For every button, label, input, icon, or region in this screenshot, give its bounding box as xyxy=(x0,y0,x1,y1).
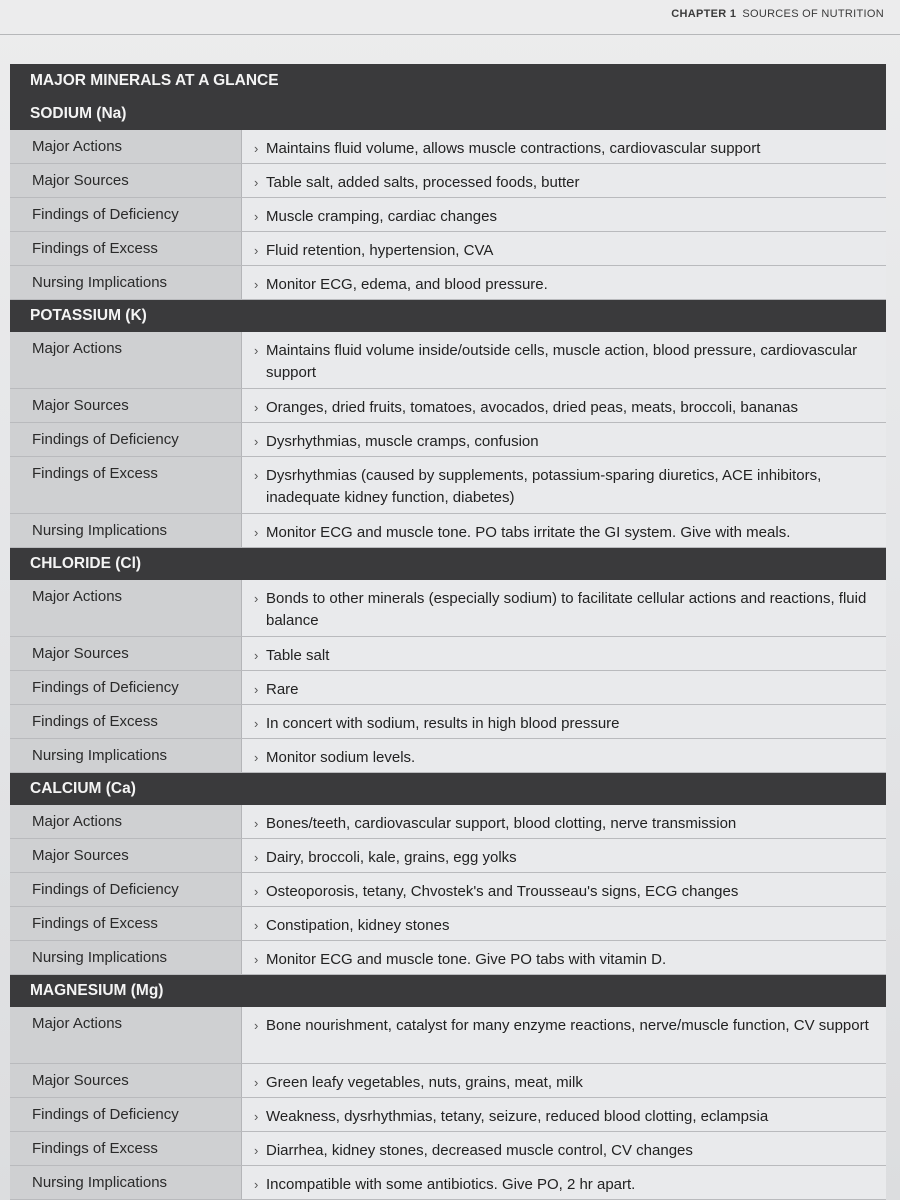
row-value-text: Bone nourishment, catalyst for many enzyme reactions, nerve/muscle function, CV support xyxy=(266,1017,869,1034)
bullet-icon: › xyxy=(254,591,259,606)
row-label: Nursing Implications xyxy=(10,514,242,547)
bullet-icon: › xyxy=(254,141,259,156)
table-row xyxy=(10,839,886,873)
bullet-icon: › xyxy=(254,750,259,765)
row-value-text: Dysrhythmias, muscle cramps, confusion xyxy=(266,433,539,450)
bullet-icon: › xyxy=(254,1018,259,1033)
bullet-icon: › xyxy=(254,277,259,292)
row-value-text: Dysrhythmias (caused by supplements, potassium-sparing diuretics, ACE inhibitors, inadequate kidney function, diabetes) xyxy=(266,467,822,506)
bullet-icon: › xyxy=(254,1177,259,1192)
table-row xyxy=(10,671,886,705)
row-value-text: Table salt, added salts, processed foods, butter xyxy=(266,174,580,191)
row-value xyxy=(242,941,886,974)
table-row xyxy=(10,332,886,389)
bullet-icon: › xyxy=(254,648,259,663)
section-header-magnesium: MAGNESIUM (Mg) xyxy=(10,975,886,1007)
row-label: Major Actions xyxy=(10,805,242,838)
table-row xyxy=(10,637,886,671)
row-value xyxy=(242,266,886,299)
row-label: Findings of Deficiency xyxy=(10,671,242,704)
table-row xyxy=(10,873,886,907)
row-value-text: Incompatible with some antibiotics. Give PO, 2 hr apart. xyxy=(266,1176,636,1193)
row-value-text: Green leafy vegetables, nuts, grains, meat, milk xyxy=(266,1074,583,1091)
row-value-text: Muscle cramping, cardiac changes xyxy=(266,208,497,225)
bullet-icon: › xyxy=(254,243,259,258)
bullet-icon: › xyxy=(254,1143,259,1158)
table-row xyxy=(10,232,886,266)
row-value xyxy=(242,839,886,872)
row-label: Nursing Implications xyxy=(10,1166,242,1199)
bullet-icon: › xyxy=(254,816,259,831)
row-value-text: Monitor ECG, edema, and blood pressure. xyxy=(266,276,548,293)
row-value xyxy=(242,232,886,265)
section-header-potassium: POTASSIUM (K) xyxy=(10,300,886,332)
row-value-text: Osteoporosis, tetany, Chvostek's and Trousseau's signs, ECG changes xyxy=(266,883,739,900)
bullet-icon: › xyxy=(254,952,259,967)
row-value xyxy=(242,907,886,940)
row-value-text: Diarrhea, kidney stones, decreased muscle control, CV changes xyxy=(266,1142,693,1159)
table-row xyxy=(10,805,886,839)
row-label: Findings of Deficiency xyxy=(10,873,242,906)
row-value-text: Oranges, dried fruits, tomatoes, avocados, dried peas, meats, broccoli, bananas xyxy=(266,399,798,416)
table-row xyxy=(10,1166,886,1200)
table-row xyxy=(10,266,886,300)
table-row xyxy=(10,739,886,773)
row-value xyxy=(242,423,886,456)
running-head xyxy=(671,8,884,20)
bullet-icon: › xyxy=(254,716,259,731)
bullet-icon: › xyxy=(254,468,259,483)
row-value xyxy=(242,671,886,704)
bullet-icon: › xyxy=(254,434,259,449)
bullet-icon: › xyxy=(254,1109,259,1124)
bullet-icon: › xyxy=(254,682,259,697)
row-value-text: Bonds to other minerals (especially sodium) to facilitate cellular actions and reactions, fluid balance xyxy=(266,590,867,629)
row-label: Findings of Excess xyxy=(10,232,242,265)
bullet-icon: › xyxy=(254,209,259,224)
row-value xyxy=(242,1132,886,1165)
table-row xyxy=(10,457,886,514)
chapter-title: SOURCES OF NUTRITION xyxy=(742,8,884,20)
row-value xyxy=(242,514,886,547)
row-value-text: Table salt xyxy=(266,647,330,664)
table-row xyxy=(10,1007,886,1064)
row-label: Major Sources xyxy=(10,389,242,422)
table-row xyxy=(10,514,886,548)
row-value xyxy=(242,332,886,388)
row-label: Nursing Implications xyxy=(10,941,242,974)
minerals-table xyxy=(10,64,886,1200)
row-value-text: Dairy, broccoli, kale, grains, egg yolks xyxy=(266,849,517,866)
row-label: Major Sources xyxy=(10,164,242,197)
row-value xyxy=(242,1064,886,1097)
row-value xyxy=(242,805,886,838)
row-value-text: Monitor ECG and muscle tone. PO tabs irritate the GI system. Give with meals. xyxy=(266,524,791,541)
table-row xyxy=(10,941,886,975)
row-label: Major Actions xyxy=(10,130,242,163)
row-value xyxy=(242,389,886,422)
section-header-sodium: SODIUM (Na) xyxy=(10,98,886,130)
chapter-number: CHAPTER 1 xyxy=(671,8,737,20)
section-header-calcium: CALCIUM (Ca) xyxy=(10,773,886,805)
table-row xyxy=(10,1098,886,1132)
row-value-text: Bones/teeth, cardiovascular support, blood clotting, nerve transmission xyxy=(266,815,737,832)
table-row xyxy=(10,1132,886,1166)
row-label: Findings of Deficiency xyxy=(10,198,242,231)
row-value xyxy=(242,739,886,772)
row-value xyxy=(242,637,886,670)
row-value-text: Fluid retention, hypertension, CVA xyxy=(266,242,494,259)
table-row xyxy=(10,198,886,232)
row-label: Major Actions xyxy=(10,580,242,636)
row-value xyxy=(242,457,886,513)
row-value xyxy=(242,580,886,636)
row-value-text: Monitor sodium levels. xyxy=(266,749,416,766)
bullet-icon: › xyxy=(254,525,259,540)
row-label: Major Sources xyxy=(10,637,242,670)
bullet-icon: › xyxy=(254,400,259,415)
row-value xyxy=(242,1098,886,1131)
row-value xyxy=(242,705,886,738)
row-label: Major Sources xyxy=(10,1064,242,1097)
row-label: Major Actions xyxy=(10,332,242,388)
row-value xyxy=(242,1166,886,1199)
table-row xyxy=(10,1064,886,1098)
row-value-text: Monitor ECG and muscle tone. Give PO tabs with vitamin D. xyxy=(266,951,667,968)
table-title: MAJOR MINERALS AT A GLANCE xyxy=(10,64,886,98)
table-row xyxy=(10,389,886,423)
table-row xyxy=(10,907,886,941)
row-value-text: Maintains fluid volume, allows muscle contractions, cardiovascular support xyxy=(266,140,761,157)
row-value xyxy=(242,873,886,906)
row-value xyxy=(242,1007,886,1063)
bullet-icon: › xyxy=(254,1075,259,1090)
row-label: Findings of Deficiency xyxy=(10,423,242,456)
table-row xyxy=(10,580,886,637)
row-label: Findings of Deficiency xyxy=(10,1098,242,1131)
bullet-icon: › xyxy=(254,884,259,899)
table-row xyxy=(10,705,886,739)
row-label: Findings of Excess xyxy=(10,457,242,513)
table-row xyxy=(10,130,886,164)
row-value-text: Weakness, dysrhythmias, tetany, seizure, reduced blood clotting, eclampsia xyxy=(266,1108,769,1125)
section-header-chloride: CHLORIDE (Cl) xyxy=(10,548,886,580)
header-rule xyxy=(0,34,900,35)
bullet-icon: › xyxy=(254,918,259,933)
row-value-text: In concert with sodium, results in high blood pressure xyxy=(266,715,620,732)
bullet-icon: › xyxy=(254,343,259,358)
row-label: Findings of Excess xyxy=(10,907,242,940)
row-value xyxy=(242,130,886,163)
bullet-icon: › xyxy=(254,175,259,190)
row-value-text: Maintains fluid volume inside/outside cells, muscle action, blood pressure, cardiovascular support xyxy=(266,342,858,381)
row-value xyxy=(242,164,886,197)
row-label: Major Actions xyxy=(10,1007,242,1063)
row-label: Findings of Excess xyxy=(10,705,242,738)
row-value-text: Constipation, kidney stones xyxy=(266,917,450,934)
row-label: Nursing Implications xyxy=(10,739,242,772)
bullet-icon: › xyxy=(254,850,259,865)
row-label: Findings of Excess xyxy=(10,1132,242,1165)
row-value xyxy=(242,198,886,231)
row-label: Nursing Implications xyxy=(10,266,242,299)
row-label: Major Sources xyxy=(10,839,242,872)
table-row xyxy=(10,164,886,198)
row-value-text: Rare xyxy=(266,681,299,698)
table-row xyxy=(10,423,886,457)
